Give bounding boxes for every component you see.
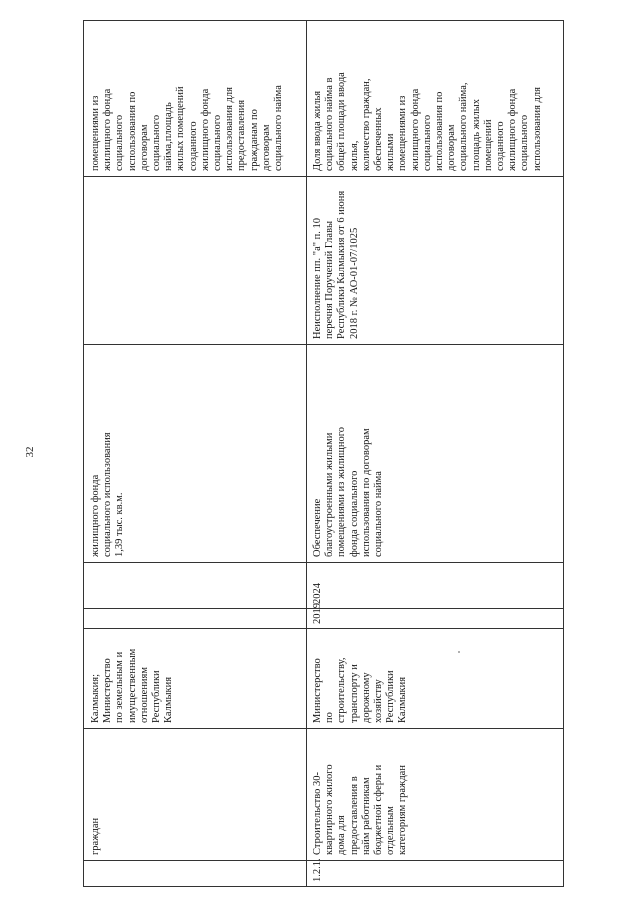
row-divider bbox=[306, 20, 307, 886]
table-border-left bbox=[83, 886, 564, 887]
table-border-bottom bbox=[563, 20, 564, 886]
cell-result: Обеспечение благоустроенными жилыми помещениями из жилищного фонда социального использования по договорам социального найма bbox=[312, 426, 385, 557]
cell-row-number: 1.2.1. bbox=[312, 858, 323, 882]
cell-executor: Калмыкия; Министерство по земельным и имущественным отношениям Республики Калмыкия bbox=[90, 648, 175, 723]
column-divider-basis bbox=[83, 344, 564, 345]
scan-speck bbox=[458, 651, 460, 653]
column-divider-indicator bbox=[83, 176, 564, 177]
column-divider-start bbox=[83, 628, 564, 629]
cell-indicator: Доля ввода жилья социального найма в общей площади ввода жилья, количество граждан, обеспеченных жилыми помещениями из жилищного фонда социального использования по договорам социального найма, площадь жилых помещений созданного жилищного фонда социального использования для bbox=[312, 72, 543, 171]
cell-basis: Неисполнение пп. "а" п. 10 перечня Поручений Главы Республики Калмыкия от 6 июня 2018 г. № АО-01-07/1025 bbox=[312, 190, 360, 339]
table-border-right bbox=[83, 20, 564, 21]
column-divider-executor bbox=[83, 728, 564, 729]
cell-start-year: 2019 bbox=[312, 603, 323, 624]
cell-result: жилищного фонда социального использования 1,39 тыс. кв.м. bbox=[90, 432, 126, 557]
column-divider-result bbox=[83, 562, 564, 563]
table-border-top bbox=[83, 20, 84, 886]
cell-executor: Министерство по строительству, транспорту и дорожному хозяйству Республики Калмыкия bbox=[312, 657, 409, 723]
cell-indicator: помещениями из жилищного фонда социального использования по договорам социального найма,площадь жилых помещений созданного жилищного фонда социального использования для предоставления гражданам по договорам социального найма bbox=[90, 85, 285, 171]
cell-measure: Строительство 30- квартирного жилого дома для предоставления в найм работникам бюджетной сферы и отдельным категориям граждан bbox=[312, 764, 409, 855]
page-number: 32 bbox=[24, 446, 36, 458]
cell-measure: граждан bbox=[90, 817, 101, 855]
cell-end-year: 2024 bbox=[312, 583, 323, 604]
